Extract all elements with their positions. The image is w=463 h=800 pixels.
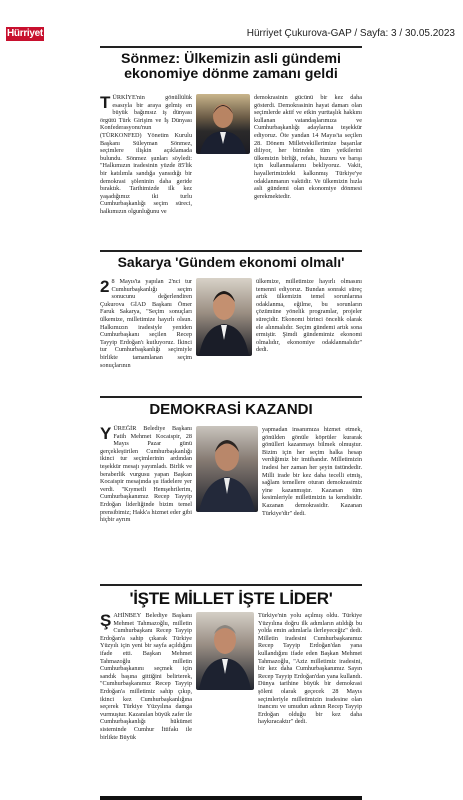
- article3-text-left: ÜREĞİR Belediye Başkanı Fatih Mehmet Kocaispir, 28 Mayıs Pazar günü gerçekleştirilen Cumhurbaşkanlığı ikinci tur seçimlerinin ardından teşekkür mesajı yayımladı. Birlik ve beraberlik vurgusu yapan Başkan Kocaispir mesajında şu ifadelere yer verdi. "Kıymetli Hemşehrilerim, Cumhurbaşkanımız Recep Tayyip Erdoğan liderliğinde bizim temel prensibimiz; Hakk'a hizmet eder gibi hiçbir ayrım: [100, 425, 192, 524]
- drop-cap: T: [100, 94, 111, 112]
- article2-text-left: 8 Mayıs'ta yapılan 2'nci tur Cumhurbaşkanlığı seçim sonucunu değerlendiren Çukurova GİAD Başkanı Ömer Faruk Sakarya, "Seçim sonuçları ülkemize, milletimize hayırlı olsun. Halkımızın iradesiyle yeniden Cumhurbaşkanı seçilen Recep Tayyip Erdoğan'ı kutluyoruz. İkinci tur Cumhurbaşkanlığı seçimiyle birlikte tamamlanan seçim sonuçlarının: [100, 278, 192, 369]
- article1-column-right: demokrasinin gücünü bir kez daha gösterdi. Demokrasinin hayat damarı olan seçimlerde aktif ve etkin yurttaşlık hakkını kullanan vatandaşlarımıza ve Cumhurbaşkanlığı adaylarına teşekkür ediyoruz. Öte yandan 14 Mayıs'ta seçilen 28. Dönem Milletvekillerimize başarılar diliyor, her birinden tüm yetkilerini ülkemizin birliği, refahı, huzuru ve barışı için kullanmalarını bekliyoruz. Vakit, hayallerimizdeki kalkınmış Türkiye'ye odaklanmanın vaktidir. Ve ülkemizin hızla asli gündemi olan ekonomiye dönmesi gerekmektedir.: [254, 94, 362, 200]
- article4-column-left: [100, 612, 192, 794]
- person-icon: [196, 94, 250, 154]
- article2-headline: Sakarya 'Gündem ekonomi olmalı': [117, 254, 345, 270]
- newspaper-logo: Hürriyet: [7, 28, 43, 39]
- divider: [100, 46, 362, 48]
- newspaper-clipping: [100, 46, 362, 800]
- portrait-photo: [196, 612, 254, 690]
- portrait-photo: [196, 278, 252, 356]
- person-icon: [196, 612, 254, 690]
- article1-column-left: [100, 94, 192, 242]
- article3-column-right: yapmadan insanımıza hizmet etmek, gönülden gönüle köprüler kurarak gönülleri kazanmayı bilmek olmuştur. Bizim için her seçim halka hesap verdiğimiz bir imtihandır. Milletimizin iradesi her zaman her şeyin üstündedir. Milli irade bir kez daha tecelli etmiş, sağlam temellere oturan demokrasimiz yine kazanmıştır. Kazanan tüm kesimleriyle milletimizin ta kendisidir. Kazanan demokrasidir. Kazanan Türkiye'dir" dedi.: [262, 426, 362, 517]
- article2-column-left: [100, 278, 192, 406]
- footer-bar: [100, 796, 362, 800]
- drop-cap: 2: [100, 278, 110, 296]
- portrait-photo: [196, 426, 258, 512]
- article3-headline: DEMOKRASİ KAZANDI: [149, 401, 313, 418]
- drop-cap: Ş: [100, 612, 112, 630]
- article3-column-left: [100, 425, 192, 585]
- article4-text-left: AHİNBEY Belediye Başkanı Mehmet Tahmazoğlu, milletin Cumhurbaşkanı Recep Tayyip Erdoğan'a sahip çıkarak Türkiye Yüzyılı için yeni bir sayfa açıldığını ifade etti. Başkan Mehmet Tahmazoğlu milletin Cumhurbaşkanını seçmek için sandık başına gittiğini belirterek, "Cumhurbaşkanımız Recep Tayyip Erdoğan'a milletimiz sahip çıkıp, ikinci kez Cumhurbaşkanlığına seçerek Türkiye Yüzyılına damga vurmuştur. Kazanılan büyük zafer ile Cumhurbaşkanlığı hükümet sisteminde Cumhur İttifakı ile birlikte Büyük: [100, 612, 192, 741]
- person-icon: [196, 426, 258, 512]
- page-meta: Hürriyet Çukurova-GAP / Sayfa: 3 / 30.05.2023: [246, 28, 455, 39]
- divider: [100, 584, 362, 586]
- portrait-photo: [196, 94, 250, 154]
- article2-column-right: ülkemize, milletimize hayırlı olmasını temenni ediyoruz. Bundan sonraki süreç artık ülkemizin temel sorunlarına odaklanma, eğilme, bu sorunların çözümüne yönelik programlar, projeler süreçidir. Ekonomi birinci öncelik olarak ele alınmalıdır. Seçim gündemi artık sona ermiştir. Şimdi gündemimiz ekonomi olmalıdır, ekonomiye odaklanmalıdır" dedi.: [256, 278, 362, 354]
- drop-cap: Y: [100, 425, 112, 443]
- article4-headline: 'İŞTE MİLLET İŞTE LİDER': [129, 589, 333, 608]
- page-header: [0, 0, 463, 44]
- article1-text-left: ÜRKİYE'nin gönüllülük esasıyla bir araya gelmiş en büyük bağımsız iş dünyası örgütü Türk Girişim ve İş Dünyası Konfederasyonu'nun (TÜRKONFED) Yönetim Kurulu Başkanı Süleyman Sönmez, seçimlere ilişkin açıklamada bulundu. Sönmez şunları söyledi: "Halkımızın iradesinin yüzde 85'lik bir katılımla sandığa yansıdığı bir demokrasi şöleninin daha geride bıraktık. Tarihimizde ilk kez yaşadığımız iki turlu Cumhurbaşkanlığı seçim süreci, halkımızın olgunluğunu ve: [100, 94, 192, 215]
- article4-column-right: Türkiye'nin yolu açılmış oldu. Türkiye Yüzyılına doğru ilk adımların atıldığı bu yolda emin adımlarla ilerleyeceğiz" dedi. Milletin iradesini Cumhurbaşkanımız Recep Tayyip Erdoğan'dan yana kullandığını ifade eden Başkan Mehmet Tahmazoğlu, "Aziz milletimiz iradesini, bir kez daha Cumhurbaşkanımız Sayın Recep Tayyip Erdoğan'dan yana kullandı. Dünya tarihine büyük bir demokrasi şöleni olarak geçecek 28 Mayıs seçimleriyle milletimizin iradesine olan inancını ve umudun adının Recep Tayyip Erdoğan olduğu bir kez daha haykıracaktır" dedi.: [258, 612, 362, 726]
- divider: [100, 396, 362, 398]
- person-icon: [196, 278, 252, 356]
- article1-headline: Sönmez: Ülkemizin asli gündemi ekonomiye dönme zamanı geldi: [121, 51, 341, 82]
- divider: [100, 250, 362, 252]
